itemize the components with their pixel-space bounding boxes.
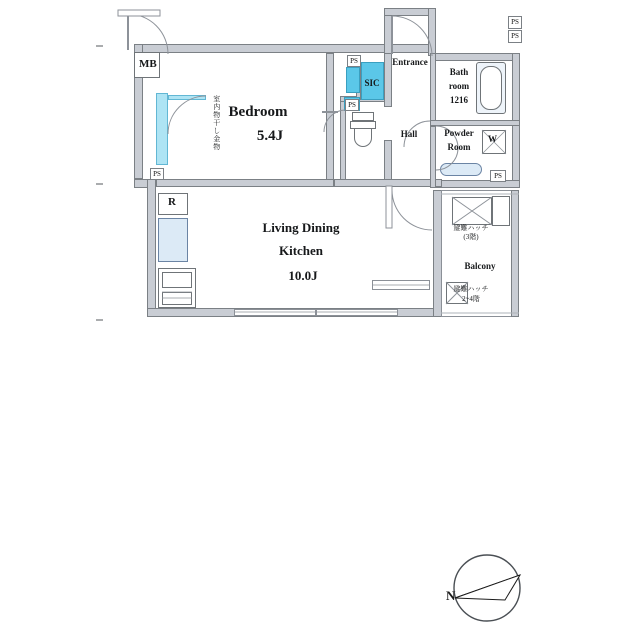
meter-box-label: MB	[139, 58, 157, 70]
bedroom-label: Bedroom	[228, 104, 288, 120]
closet-vertical-note: 室内物干し金物	[212, 95, 221, 151]
hall-label: Hall	[400, 129, 418, 139]
entrance-label: Entrance	[392, 57, 428, 67]
bedroom-size: 5.4J	[256, 128, 284, 144]
powder-label-line1: Powder	[444, 128, 474, 138]
hatch-bottom-note-line2: 2~4階	[462, 295, 480, 303]
living-size: 10.0J	[288, 268, 318, 283]
ps-label-powder: PS	[490, 170, 506, 182]
ps-label-bedroom: PS	[150, 168, 164, 180]
ps-label-top-right: PS	[508, 16, 522, 29]
living-label-line2: Kitchen	[278, 243, 324, 258]
ps-label-hall-2: PS	[345, 99, 359, 111]
powder-label-line2: Room	[447, 142, 471, 152]
bath-label-line1: Bath	[449, 67, 469, 77]
living-label-line1: Living Dining	[262, 220, 340, 235]
sic-label: SIC	[364, 78, 380, 88]
ps-label-top-right-2: PS	[508, 30, 522, 43]
hatch-bottom-note-line1: 避難ハッチ	[453, 285, 489, 293]
washer-label: W	[488, 134, 497, 144]
balcony-label: Balcony	[464, 261, 496, 271]
bath-label-line2: room	[448, 81, 470, 91]
hatch-top-note-line1: 避難ハッチ	[453, 224, 489, 232]
ps-label-hall-1: PS	[347, 55, 361, 67]
bath-size: 1216	[450, 95, 468, 105]
hatch-top-note-line2: (3階)	[463, 233, 479, 241]
refrigerator-label: R	[168, 196, 176, 208]
compass-north-label: N	[446, 588, 456, 603]
